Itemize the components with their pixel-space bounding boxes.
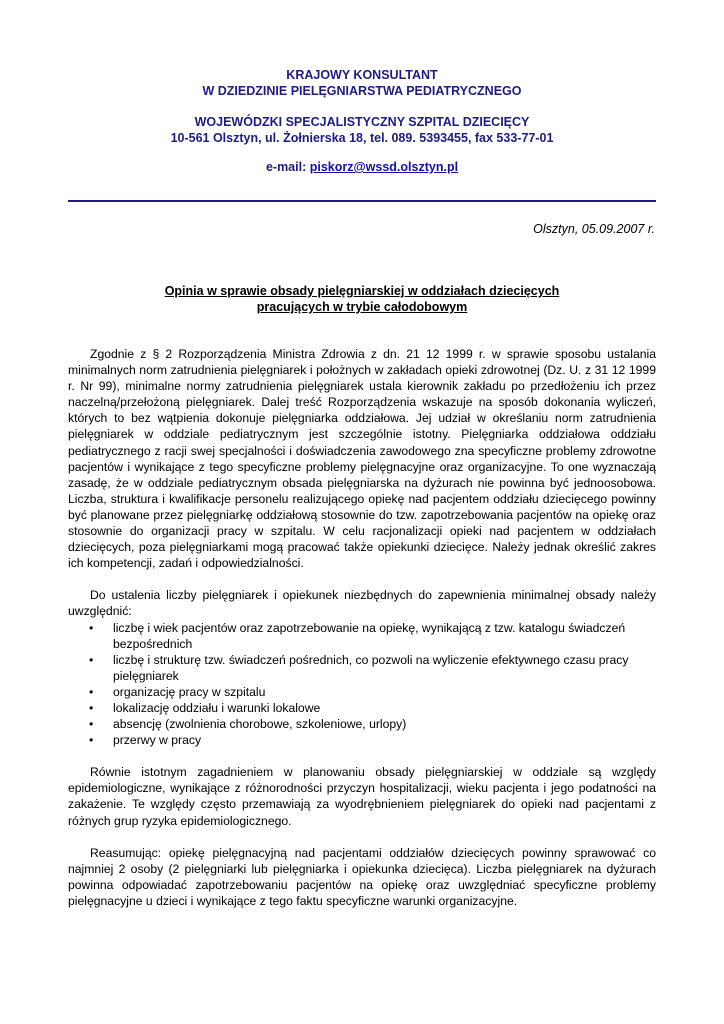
list-item xyxy=(68,652,656,684)
email-link[interactable]: piskorz@wssd.olsztyn.pl xyxy=(309,160,459,174)
list-item-text: liczbę i wiek pacjentów oraz zapotrzebowanie na opiekę, wynikającą z tzw. katalogu świadczeń bezpośrednich xyxy=(113,620,626,651)
title-line-2: pracujących w trybie całodobowym xyxy=(256,300,468,314)
header-divider xyxy=(68,200,656,202)
list-item-text: organizację pracy w szpitalu xyxy=(113,684,266,699)
bullet-icon: • xyxy=(89,620,94,635)
paragraph-1: Zgodnie z § 2 Rozporządzenia Ministra Zdrowia z dn. 21 12 1999 r. w sprawie sposobu ustalania minimalnych norm zatrudnienia pielęgniarek i położnych w zakładach opieki zdrowotnej (Dz. U. z 31 12 1999 r. Nr 99), minimalne normy zatrudnienia pielęgniarek ustala kierownik zakładu po przedłożeniu ich przez naczelną/przełożoną pielęgniarek. Dalej treść Rozporządzenia wskazuje na sposób dokonania wyliczeń, których to bez wątpienia dokonuje pielęgniarka oddziałowa. Jej udział w określaniu norm zatrudnienia pielęgniarek w oddziale pediatrycznym jest szczególnie istotny. Pielęgniarka oddziałowa oddziału pediatrycznego z racji swej specjalności i doświadczenia zawodowego zna specyficzne problemy zdrowotne pacjentów i wynikające z tego specyficzne problemy pielęgnacyjne oraz organizacyjne. To one wyznaczają zasadę, że w oddziale pediatrycznym obsada pielęgniarska na dyżurach nie powinna być jednoosobowa. Liczba, struktura i kwalifikacje personelu realizującego opiekę nad pacjentem oddziału dziecięcego powinny być planowane przez pielęgniarkę oddziałową stosownie do tzw. zapotrzebowania pacjentów na opiekę oraz stosownie do organizacji pracy w szpitalu. W celu racjonalizacji opieki nad pacjentem w oddziałach dziecięcych, poza pielęgniarkami mogą pracować także opiekunki dziecięce. Należy jednak określić zakres ich kompetencji, zadań i odpowiedzialności. xyxy=(68,347,656,571)
letterhead-address: 10-561 Olsztyn, ul. Żołnierska 18, tel. 089. 5393455, fax 533-77-01 xyxy=(170,131,554,145)
paragraph-3: Równie istotnym zagadnieniem w planowaniu obsady pielęgniarskiej w oddziale są względy epidemiologiczne, wynikające z różnorodności przyczyn hospitalizacji, wieku pacjenta i jego podatności na zakażenie. Te względy często przemawiają za wyodrębnieniem pielęgniarek do opieki nad pacjentami z różnych grup ryzyka epidemiologicznego. xyxy=(68,765,656,828)
list-item-text: absencję (zwolnienia chorobowe, szkoleniowe, urlopy) xyxy=(113,717,407,732)
title-line-1: Opinia w sprawie obsady pielęgniarskiej w oddziałach dziecięcych xyxy=(164,284,560,298)
paragraph-2: Do ustalenia liczby pielęgniarek i opiekunek niezbędnych do zapewnienia minimalnej obsady należy uwzględnić: xyxy=(68,588,656,619)
bullet-icon: • xyxy=(89,733,94,748)
letterhead-line-2: W DZIEDZINIE PIELĘGNIARSTWA PEDIATRYCZNEGO xyxy=(202,84,522,98)
bullet-icon: • xyxy=(89,652,94,667)
document-title xyxy=(68,283,656,315)
document-body xyxy=(68,346,656,925)
document-date: Olsztyn, 05.09.2007 r. xyxy=(533,222,655,236)
list-item xyxy=(68,700,656,716)
letterhead-line-3: WOJEWÓDZKI SPECJALISTYCZNY SZPITAL DZIECIĘCY xyxy=(194,115,530,129)
list-item xyxy=(68,716,656,732)
bullet-icon: • xyxy=(89,717,94,732)
list-item xyxy=(68,620,656,652)
list-item-text: przerwy w pracy xyxy=(113,733,202,748)
letterhead-email-line xyxy=(68,159,656,175)
criteria-list xyxy=(68,620,656,749)
list-item xyxy=(68,684,656,700)
letterhead-line-1: KRAJOWY KONSULTANT xyxy=(286,68,438,82)
list-item xyxy=(68,732,656,748)
bullet-icon: • xyxy=(89,700,94,715)
paragraph-4: Reasumując: opiekę pielęgnacyjną nad pacjentami oddziałów dziecięcych powinny sprawować co najmniej 2 osoby (2 pielęgniarki lub pielęgniarka i opiekunka dziecięca). Liczba pielęgniarek na dyżurach powinna odpowiadać zapotrzebowaniu pacjentów na opiekę oraz uwzględniać specyficzne problemy pielęgnacyjne u dzieci i wynikające z tego faktu specyficzne warunki organizacyjne. xyxy=(68,845,656,908)
list-item-text: liczbę i strukturę tzw. świadczeń pośrednich, co pozwoli na wyliczenie efektywnego czasu pracy pielęgniarek xyxy=(113,652,629,683)
email-label: e-mail: xyxy=(265,160,310,174)
list-item-text: lokalizację oddziału i warunki lokalowe xyxy=(113,700,321,715)
bullet-icon: • xyxy=(89,684,94,699)
letterhead xyxy=(68,67,656,175)
